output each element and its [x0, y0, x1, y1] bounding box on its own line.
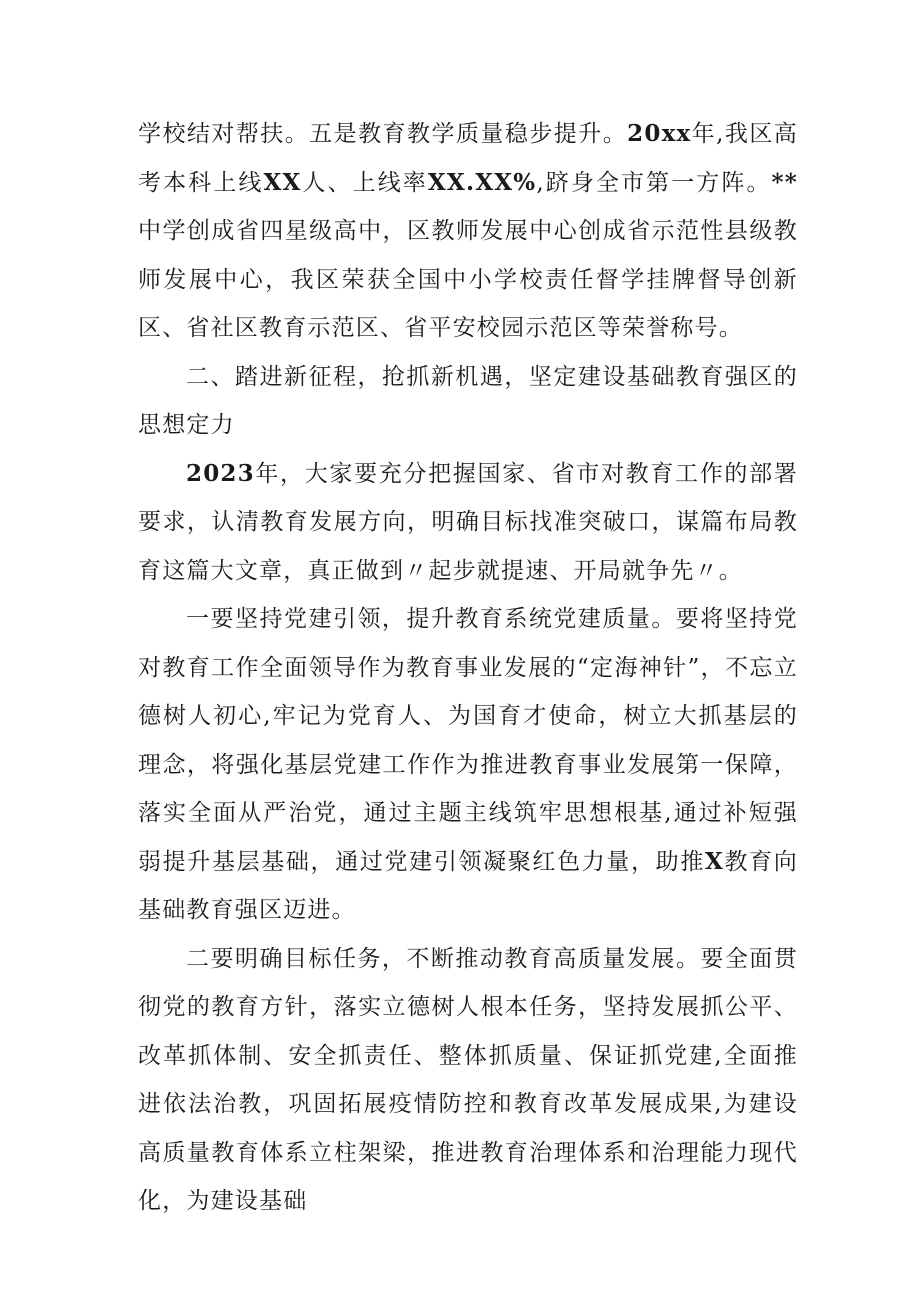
text-run-bold: XX	[263, 168, 302, 196]
paragraph-continuation	[138, 110, 798, 353]
text-run-bold: **	[771, 168, 799, 196]
text-run: 人、上线率	[301, 169, 428, 196]
text-run: 中学创成省四星级高中，区教师发展中心创成省示范性县级教师发展中心，我区荣获全国中小学校责任督学挂牌督导创新区、省社区教育示范区、省平安校园示范区等荣誉称号。	[138, 218, 798, 341]
text-run: 二、踏进新征程，抢抓新机遇，坚定建设基础教育强区的思想定力	[138, 363, 798, 438]
text-run: 二要明确目标任务，不断推动教育高质量发展。要全面贯彻党的教育方针，落实立德树人根本任务，坚持发展抓公平、改革抓体制、安全抓责任、整体抓质量、保证抓党建,全面推进依法治教，巩固拓展疫情防控和教育改革发展成果,为建设高质量教育体系立柱架梁，推进教育治理体系和治理能力现代化，为建设基础	[138, 945, 798, 1214]
text-run: 年，大家要充分把握国家、省市对教育工作的部署要求，认清教育发展方向，明确目标找准突破口，谋篇布局教育这篇大文章，真正做到〃起步就提速、开局就争先〃。	[138, 460, 798, 584]
paragraph	[138, 450, 798, 596]
text-run-bold: X	[704, 847, 725, 875]
text-run-bold: XX.XX%	[427, 168, 537, 196]
text-run: 一要坚持党建引领，提升教育系统党建质量。要将坚持党对教育工作全面领导作为教育事业发展的“定海神针”，不忘立德树人初心,牢记为党育人、为国育才使命，树立大抓基层的理念，将强化基层党建工作作为推进教育事业发展第一保障，落实全面从严治党，通过主题主线筑牢思想根基,通过补短强弱提升基层基础，通过党建引领凝聚红色力量，助推	[138, 606, 798, 875]
paragraph	[138, 935, 798, 1226]
text-run: 教育向基础教育强区迈进。	[138, 848, 798, 923]
text-run: 学校结对帮扶。五是教育教学质量稳步提升。	[138, 121, 628, 147]
text-run-bold: 2023	[186, 459, 255, 487]
paragraph	[138, 595, 798, 935]
text-run: ,跻身全市第一方阵。	[536, 169, 772, 196]
section-heading	[138, 353, 798, 450]
document-body	[138, 110, 798, 1226]
text-run: 年,我区高考本科上线	[138, 121, 799, 196]
text-run-bold: 20xx	[627, 120, 692, 147]
